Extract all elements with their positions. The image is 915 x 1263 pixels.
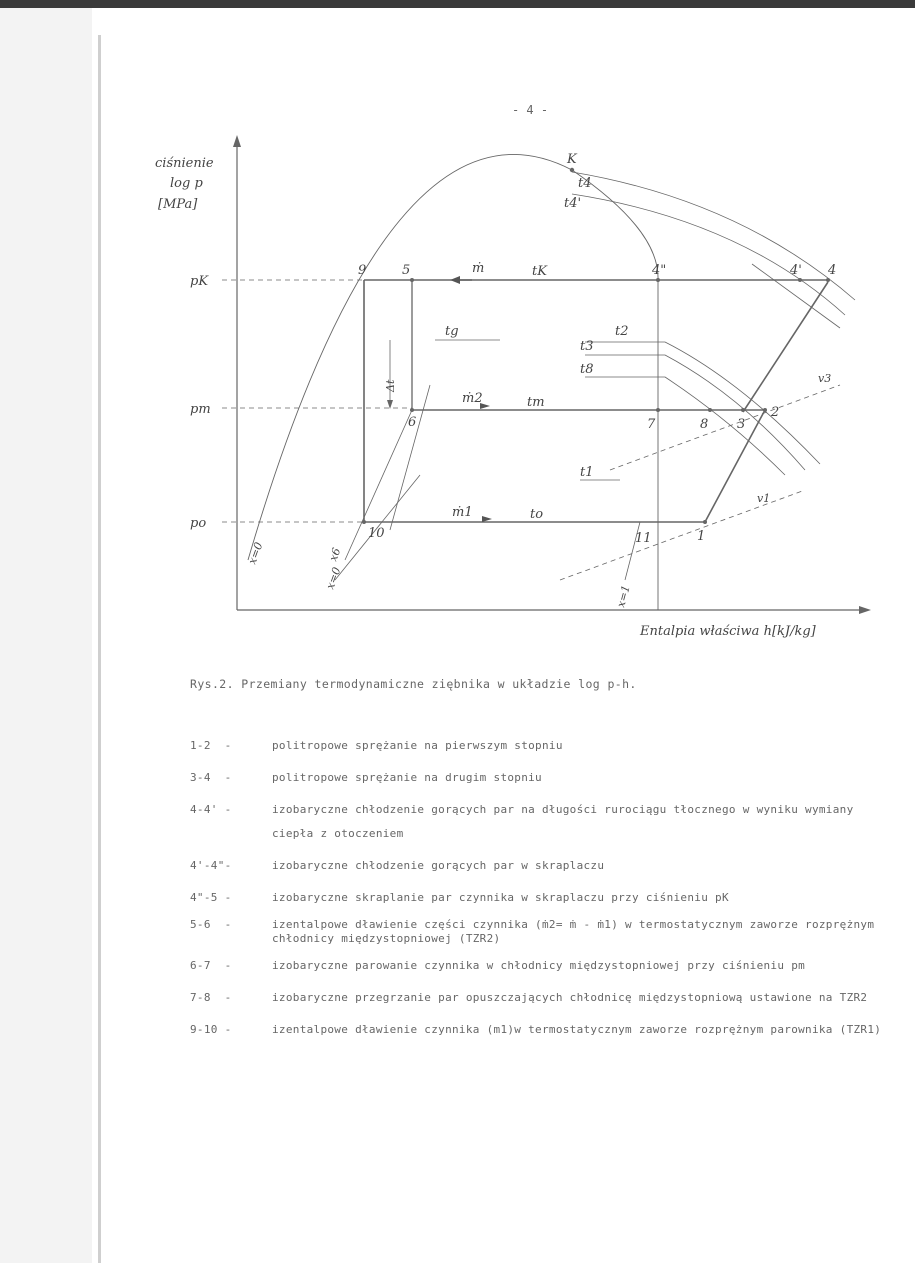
- point-8: [708, 408, 712, 412]
- top-bar: [0, 0, 915, 8]
- left-margin: [0, 8, 92, 1263]
- label-t3: t3: [580, 339, 594, 354]
- label-x0-left: x=0: [245, 540, 266, 567]
- figure-caption: Rys.2. Przemiany termodynamiczne ziębnika w układzie log p-h.: [190, 677, 637, 691]
- label-9: 9: [358, 263, 367, 278]
- point-1: [703, 520, 707, 524]
- label-k: K: [567, 152, 577, 167]
- legend-row-4-4p: [190, 798, 890, 846]
- point-4c: [656, 278, 660, 282]
- log-p-h-diagram: [140, 130, 880, 650]
- x-axis-label: Entalpia właściwa h[kJ/kg]: [640, 624, 816, 639]
- legend-key: 9-10 -: [190, 1023, 232, 1036]
- point-5: [410, 278, 414, 282]
- legend-desc: izobaryczne przegrzanie par opuszczających chłodnicę międzystopniową ustawione na TZR2: [272, 991, 868, 1004]
- quality-line-mid: [390, 385, 430, 530]
- label-3: 3: [737, 417, 746, 432]
- point-10: [362, 520, 366, 524]
- legend-desc: izobaryczne chłodzenie gorących par na długości rurociągu tłocznego w wyniku wymiany ciepła z otoczeniem: [272, 803, 854, 840]
- label-m: ṁ: [472, 261, 485, 276]
- label-delta-t: Δt: [384, 379, 397, 392]
- legend-key: 6-7 -: [190, 959, 232, 972]
- label-t8: t8: [580, 362, 594, 377]
- point-2: [763, 408, 767, 412]
- label-5: 5: [402, 263, 411, 278]
- legend-desc: politropowe sprężanie na pierwszym stopniu: [272, 739, 563, 752]
- legend-desc: izobaryczne skraplanie par czynnika w skraplaczu przy ciśnieniu pK: [272, 891, 729, 904]
- label-1: 1: [697, 529, 706, 544]
- y-axis-arrow: [233, 135, 241, 147]
- label-t4p: t4': [564, 196, 582, 211]
- legend-row-4pp-5: [190, 886, 890, 910]
- legend-key: 3-4 -: [190, 771, 232, 784]
- label-t4: t4: [578, 176, 592, 191]
- label-pm: pm: [190, 402, 211, 417]
- legend-list: [190, 734, 890, 1050]
- label-4b: 4': [790, 263, 802, 278]
- volume-line-v3: [610, 385, 840, 470]
- legend-key: 4'-4"-: [190, 859, 232, 872]
- legend-row-4p-4pp: [190, 854, 890, 878]
- legend-desc: izobaryczne chłodzenie gorących par w skraplaczu: [272, 859, 605, 872]
- point-3: [741, 408, 745, 412]
- legend-row-5-6: [190, 918, 890, 946]
- label-11: 11: [635, 531, 652, 546]
- label-t1: t1: [580, 465, 594, 480]
- legend-desc: izentalpowe dławienie części czynnika (ṁ2= ṁ - ṁ1) w termostatycznym zaworze rozprężnym chłodnicy międzystopniowej (TZR2): [272, 918, 875, 945]
- legend-desc: izobaryczne parowanie czynnika w chłodnicy międzystopniowej przy ciśnieniu pm: [272, 959, 806, 972]
- label-4: 4: [828, 263, 837, 278]
- label-v3: v3: [818, 372, 832, 385]
- legend-row-1-2: [190, 734, 890, 758]
- label-4c: 4": [652, 263, 667, 278]
- legend-key: 4"-5 -: [190, 891, 232, 904]
- page-number: - 4 -: [511, 103, 549, 117]
- line-1-2: [705, 410, 765, 522]
- label-10: 10: [368, 526, 385, 541]
- legend-key: 4-4' -: [190, 803, 232, 816]
- y-axis-label-line3: [MPa]: [158, 197, 198, 212]
- x-axis-arrow: [859, 606, 871, 614]
- point-6: [410, 408, 414, 412]
- label-7: 7: [647, 417, 656, 432]
- critical-point-k: [570, 168, 574, 172]
- isotherm-t4p: [572, 194, 845, 315]
- label-m2: ṁ2: [462, 391, 483, 406]
- legend-row-6-7: [190, 954, 890, 978]
- label-8: 8: [700, 417, 709, 432]
- legend-key: 5-6 -: [190, 918, 232, 931]
- legend-desc: politropowe sprężanie na drugim stopniu: [272, 771, 542, 784]
- legend-row-3-4: [190, 766, 890, 790]
- label-x1: x=1: [614, 583, 633, 609]
- label-6: 6: [408, 415, 417, 430]
- label-t2: t2: [615, 324, 629, 339]
- saturation-dome: [245, 154, 658, 610]
- label-2: 2: [771, 405, 780, 420]
- flow-arrow-m1: [482, 516, 492, 522]
- flow-arrow-m: [450, 276, 460, 284]
- legend-key: 1-2 -: [190, 739, 232, 752]
- line-3-4: [743, 282, 828, 412]
- legend-key: 7-8 -: [190, 991, 232, 1004]
- isotherm-t8: [585, 377, 785, 475]
- label-pk: pK: [190, 274, 209, 289]
- y-axis-label-line2: log p: [170, 176, 203, 191]
- legend-row-7-8: [190, 986, 890, 1010]
- legend-row-9-10: [190, 1018, 890, 1042]
- label-to: to: [530, 507, 544, 522]
- label-x0-bottom: x=0: [323, 565, 344, 592]
- label-m1: ṁ1: [452, 505, 473, 520]
- point-4: [826, 278, 830, 282]
- legend-desc: izentalpowe dławienie czynnika (m1)w termostatycznym zaworze rozprężnym parownika (TZR1): [272, 1023, 882, 1036]
- label-v1: v1: [757, 492, 771, 505]
- binding-line: [98, 35, 101, 1263]
- label-tg: tg: [445, 324, 459, 339]
- label-tk: tK: [532, 264, 547, 279]
- point-4b: [798, 278, 802, 282]
- label-x6: x6: [326, 546, 344, 564]
- y-axis-label-line1: ciśnienie: [155, 156, 214, 171]
- label-po: po: [190, 516, 207, 531]
- label-tm: tm: [527, 395, 545, 410]
- point-7: [656, 408, 660, 412]
